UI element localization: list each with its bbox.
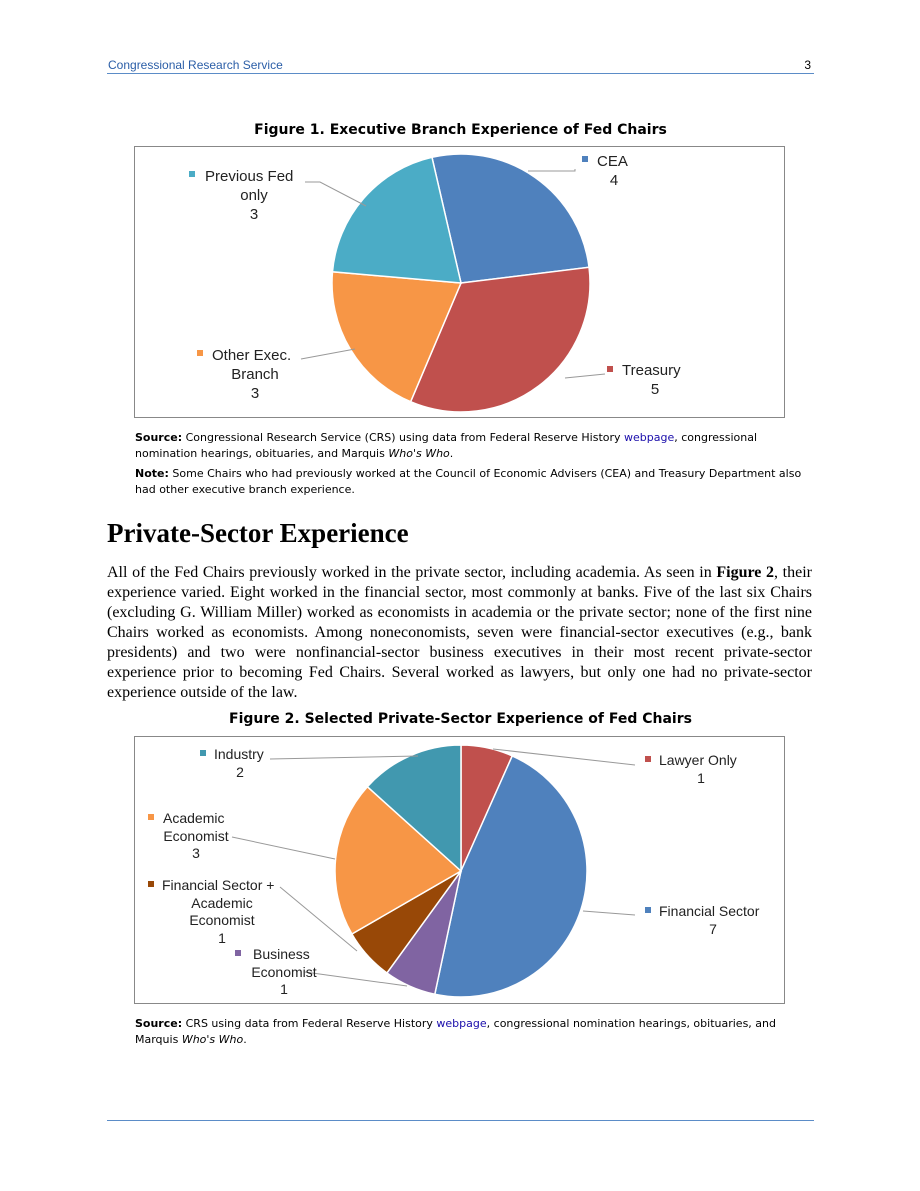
finacad-legend-marker [148,881,154,887]
academic-label-line1: Academic [163,810,225,826]
business-label-line2: Economist [251,964,317,980]
finacad-label-line1: Financial Sector + [162,877,275,893]
treasury-label: Treasury [622,362,681,379]
section-heading: Private-Sector Experience [107,518,409,548]
prevfed-label-line2: only [240,187,268,204]
academic-value: 3 [192,845,200,861]
paragraph-text-2: , their experience varied. Eight worked in the financial sector, most commonly at banks. Five of the last six Chairs (excluding G. William Miller) worked as economists in academia or the private sector; none of the first nine Chairs worked as economists. Among noneconomists, seven were financial-sector executives (e.g., bank presidents) and two were nonfinancial-sector business executives in their most recent private-sector experience prior to becoming Fed Chairs. Several worked as lawyers, but only one had no private-sector experience outside of the law. [107,564,813,701]
lawyer-legend-marker [645,756,651,762]
industry-leader [270,756,418,759]
academic-leader [232,837,335,859]
figure1-note-label: Note: [135,467,169,480]
figure2-chart [134,736,785,1004]
figure1-source-text2: , congressional nomination hearings, obituaries, and Marquis [135,431,758,460]
section-paragraph [107,563,812,703]
figure2-pie [135,737,784,1003]
figure2-source-text2: , congressional nomination hearings, obituaries, and Marquis [135,1017,776,1046]
page-header [107,58,814,74]
prevfed-legend-marker [189,171,195,177]
industry-legend-marker [200,750,206,756]
prevfed-value: 3 [249,206,259,223]
lawyer-label: Lawyer Only [659,752,737,768]
other-legend-marker [197,350,203,356]
figure1-note [135,466,815,498]
treasury-legend-marker [607,366,613,372]
business-value: 1 [280,981,288,997]
lawyer-value: 1 [697,770,705,786]
other-value: 3 [250,385,260,402]
financial-legend-marker [645,907,651,913]
financial-label: Financial Sector [659,903,760,919]
figure1-title: Figure 1. Executive Branch Experience of Fed Chairs [254,122,667,138]
figure1-pie [135,147,784,417]
figure2-title: Figure 2. Selected Private-Sector Experience of Fed Chairs [229,711,692,727]
figure2-source-label: Source: [135,1017,183,1030]
financial-leader [583,911,635,915]
figure1-source-text: Congressional Research Service (CRS) using data from Federal Reserve History [185,431,621,444]
finacad-label-line3: Economist [189,912,255,928]
cea-label: CEA [597,153,628,170]
treasury-value: 5 [650,381,660,398]
other-leader [301,349,355,359]
figure2-source-text: CRS using data from Federal Reserve History [185,1017,433,1030]
business-label-line1: Business [253,946,310,962]
academic-legend-marker [148,814,154,820]
treasury-leader [565,374,605,378]
financial-value: 7 [709,921,717,937]
figure2-source-link[interactable]: webpage [436,1017,487,1030]
figure1-source-label: Source: [135,431,183,444]
other-label-line1: Other Exec. [212,347,292,364]
figure1-source: Source: Congressional Research Service (CRS) using data from Federal Reserve History webpage, congressional nomination hearings, obituaries, and Marquis Who's Who. [135,431,758,460]
figure1-source-italic: Who's Who [388,447,450,460]
other-label-line2: Branch [231,366,279,383]
prevfed-label-line1: Previous Fed [205,168,294,185]
business-legend-marker [235,950,241,956]
finacad-label-line2: Academic [191,895,253,911]
academic-label-line2: Economist [163,828,229,844]
header-rule [107,73,814,74]
cea-leader [528,169,575,171]
header-title: Congressional Research Service [108,58,283,72]
finacad-value: 1 [218,930,226,946]
figure1-source-link[interactable]: webpage [624,431,675,444]
figure1-note-text: Some Chairs who had previously worked at the Council of Economic Advisers (CEA) and Treasury Department also had other executive branch experience. [135,467,802,496]
paragraph-figure-ref: Figure 2 [716,564,775,581]
figure2-source-italic: Who's Who [181,1033,244,1046]
paragraph-text-1: All of the Fed Chairs previously worked in the private sector, including academia. As seen in [107,564,712,581]
page-number: 3 [804,58,811,72]
cea-value: 4 [609,172,619,189]
industry-label: Industry [214,746,264,762]
prevfed-leader [305,182,366,206]
figure1-chart [134,146,785,418]
figure2-source: Source: CRS using data from Federal Reserve History webpage, congressional nomination hearings, obituaries, and Marquis Who's Who. [135,1017,776,1046]
footer-rule [107,1120,814,1121]
cea-legend-marker [582,156,588,162]
industry-value: 2 [236,764,244,780]
